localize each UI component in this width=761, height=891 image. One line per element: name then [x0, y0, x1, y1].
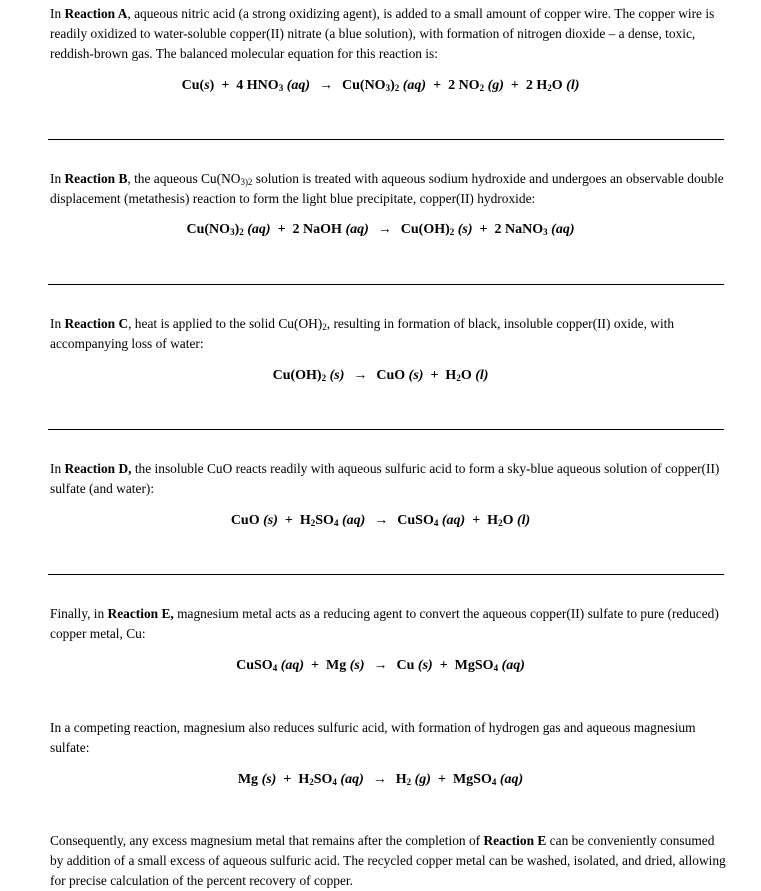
equation-competing: Mg $(s) + H_2SO_4$ $(aq) \to H_2$ (g) + MgSO$_4$ (aq) [237, 772, 524, 787]
reaction-arrow-icon: → [372, 772, 387, 787]
equation-d: CuO $(s) + H_2SO_4$ (aq) → CuSO$_4$ $(aq) + H_2O$ (l) [230, 513, 531, 528]
reaction-a-label: Reaction A [64, 6, 128, 21]
reaction-arrow-icon: → [373, 658, 388, 673]
reaction-a-intro: In [50, 6, 65, 21]
reaction-e-paragraph: Finally, in Reaction E, magnesium metal acts as a reducing agent to convert the aqueous copper(II) sulfate to pure (reduced) copper metal, Cu: [50, 606, 719, 641]
section-divider [48, 574, 724, 575]
reaction-a-text: , aqueous nitric acid (a strong oxidizing agent), is added to a small amount of copper wire. The copper wire is readily oxidized to water-soluble copper(II) nitrate (a blue solution), with formation of nitrogen dioxide – a dense, toxic, reddish-brown gas. The balanced molecular equation for this reaction is: [50, 6, 715, 61]
reaction-d-paragraph: In Reaction D, the insoluble CuO reacts readily with aqueous sulfuric acid to form a sky-blue aqueous solution of copper(II) sulfate (and water): [50, 461, 720, 496]
reaction-c-paragraph: In Reaction C, heat is applied to the solid $Cu(OH)_2$, resulting in formation of black, insoluble copper(II) oxide, with accompanying loss of water: [50, 316, 675, 351]
competing-reaction-paragraph: In a competing reaction, magnesium also reduces sulfuric acid, with formation of hydrogen gas and aqueous magnesium sulfate: [50, 720, 696, 755]
conclusion-reaction-label: Reaction E [483, 833, 547, 848]
reaction-b-label: Reaction B [64, 171, 128, 186]
equation-a: Cu(s) + 4 $HNO_3$ $(aq) \to Cu(NO_3)_2$ (aq) + 2 $NO_2$ (g) + 2 $H_2O$ (l) [181, 78, 580, 93]
equation-c: $Cu(OH)_2$ (s) → CuO $(s) + H_2O$ (l) [272, 368, 489, 383]
equation-e: CuSO$_4$ (aq) + Mg (s) → Cu (s) + MgSO$_4$ (aq) [236, 658, 525, 673]
reaction-b-paragraph: In Reaction B, the aqueous $Cu(NO_{3)2}$ solution is treated with aqueous sodium hydroxide and undergoes an observable double displacement (metathesis) reaction to form the light blue precipitate, copper(II) hydroxide: [50, 171, 724, 206]
conclusion-paragraph: Consequently, any excess magnesium metal that remains after the completion of Reaction E can be conveniently consumed by addition of a small excess of aqueous sulfuric acid. The recycled copper metal can be washed, isolated, and dried, allowing for precise calculation of the percent recovery of copper. [50, 833, 726, 888]
reaction-arrow-icon: → [319, 78, 334, 93]
reaction-c-label: Reaction C [64, 316, 129, 331]
section-divider [48, 284, 724, 285]
section-divider [48, 429, 724, 430]
reaction-d-label: Reaction D, [64, 461, 132, 476]
reaction-arrow-icon: → [377, 222, 392, 237]
reaction-arrow-icon: → [353, 368, 368, 383]
reaction-e-label: Reaction E, [107, 606, 174, 621]
section-divider [48, 139, 724, 140]
reaction-arrow-icon: → [374, 513, 389, 528]
reaction-a-paragraph [50, 4, 726, 64]
equation-b: $Cu(NO_3)_2$ (aq) + 2 NaOH $(aq) \to Cu(OH)_2$ (s) + 2 NaNO$_3$ (aq) [186, 222, 575, 237]
